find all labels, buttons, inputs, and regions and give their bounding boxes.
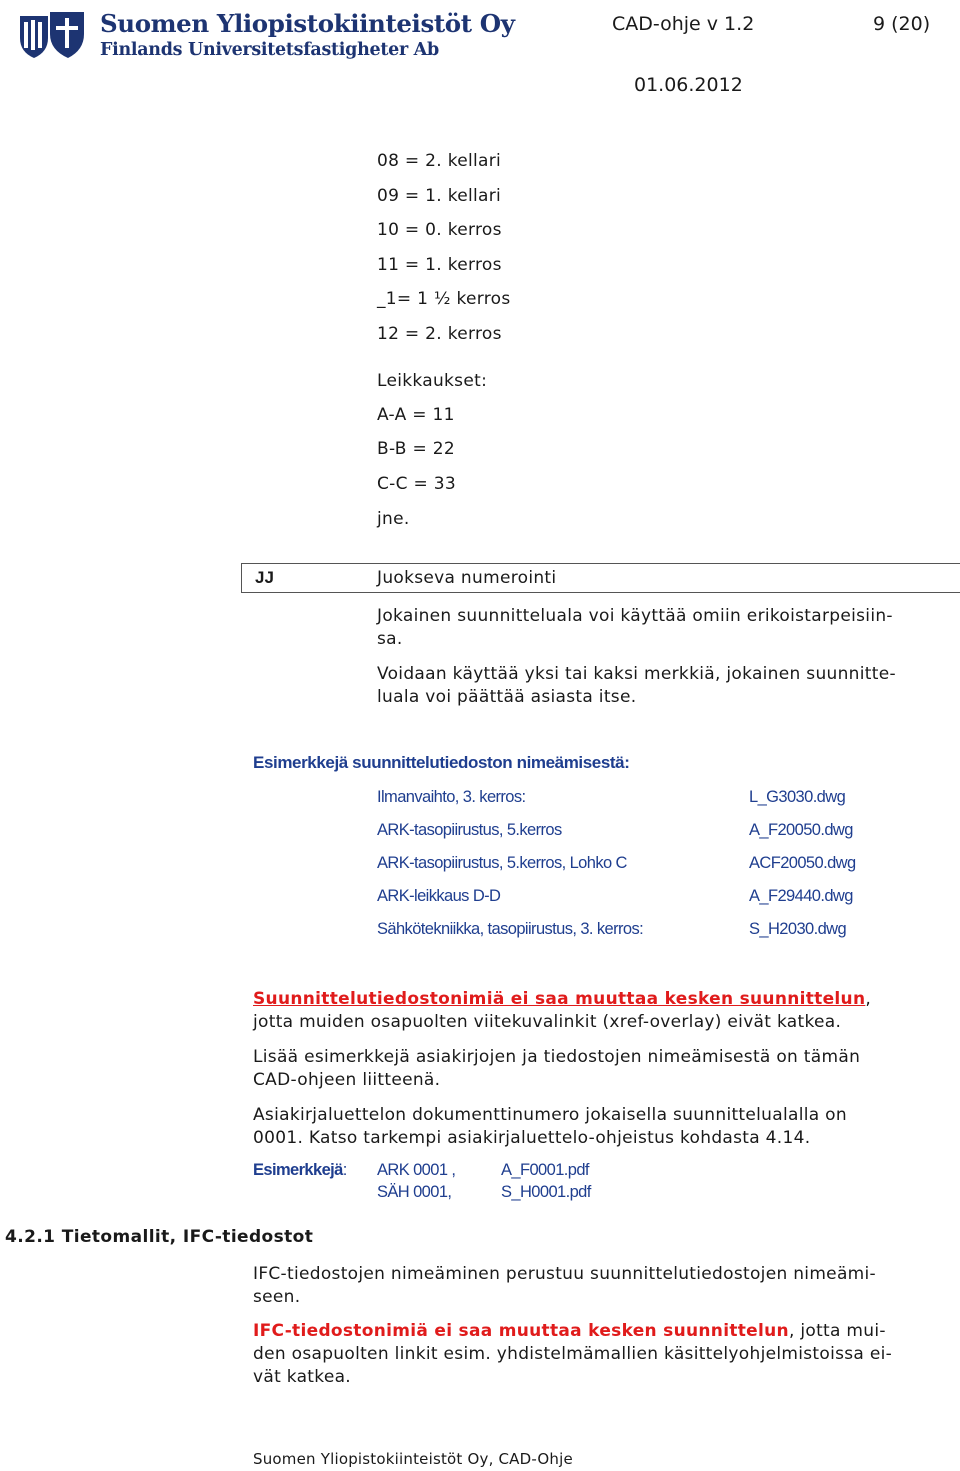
paragraph-line: seen.	[253, 1287, 301, 1307]
example-label: ARK-tasopiirustus, 5.kerros	[377, 821, 562, 839]
example-filename: A_F29440.dwg	[749, 887, 853, 905]
floor-code-line: 11 = 1. kerros	[377, 255, 502, 275]
doc-example-code: ARK 0001 ,	[377, 1161, 456, 1179]
doc-example-filename: S_H0001.pdf	[501, 1183, 591, 1201]
university-emblem-icon	[14, 8, 86, 60]
section-code-line: C-C = 33	[377, 474, 456, 494]
paragraph-line: 0001. Katso tarkempi asiakirjaluettelo-ohjeistus kohdasta 4.14.	[253, 1128, 811, 1148]
example-label: ARK-leikkaus D-D	[377, 887, 501, 905]
section-heading: 4.2.1 Tietomallit, IFC-tiedostot	[5, 1227, 314, 1247]
example-label: Sähkötekniikka, tasopiirustus, 3. kerros:	[377, 920, 644, 938]
ifc-warning-line: IFC-tiedostonimiä ei saa muuttaa kesken suunnittelun, jotta mui-	[253, 1321, 886, 1341]
doc-example-code: SÄH 0001,	[377, 1183, 452, 1201]
page-footer: Suomen Yliopistokiinteistöt Oy, CAD-Ohje	[253, 1450, 573, 1468]
ifc-warning-line: den osapuolten linkit esim. yhdistelmämallien käsittelyohjelmistoissa ei-	[253, 1344, 893, 1364]
page-number: 9 (20)	[873, 13, 931, 35]
example-filename: A_F20050.dwg	[749, 821, 853, 839]
example-filename: S_H2030.dwg	[749, 920, 847, 938]
examples-title: Esimerkkejä suunnittelutiedoston nimeämisestä:	[253, 753, 630, 772]
section-code-line: B-B = 22	[377, 439, 455, 459]
rename-warning-line: jotta muiden osapuolten viitekuvalinkit (xref-overlay) eivät katkea.	[253, 1012, 842, 1032]
section-code-line: jne.	[377, 509, 410, 529]
document-title: CAD-ohje v 1.2	[612, 13, 755, 35]
doc-examples-label: Esimerkkejä:	[253, 1161, 347, 1179]
rename-warning-bold: Suunnittelutiedostonimiä ei saa muuttaa kesken suunnittelun	[253, 989, 866, 1009]
sections-label: Leikkaukset:	[377, 371, 488, 391]
doc-example-filename: A_F0001.pdf	[501, 1161, 589, 1179]
paragraph-line: IFC-tiedostojen nimeäminen perustuu suunnittelutiedostojen nimeämi-	[253, 1264, 876, 1284]
jj-paragraph-line: Jokainen suunnitteluala voi käyttää omiin erikoistarpeisiin-	[377, 606, 893, 626]
example-label: Ilmanvaihto, 3. kerros:	[377, 788, 526, 806]
ifc-warning-bold: IFC-tiedostonimiä ei saa muuttaa kesken suunnittelun	[253, 1321, 789, 1341]
floor-code-line: 09 = 1. kellari	[377, 186, 502, 206]
document-date: 01.06.2012	[634, 74, 743, 96]
ifc-warning-line: vät katkea.	[253, 1367, 351, 1387]
paragraph-line: Lisää esimerkkejä asiakirjojen ja tiedostojen nimeämisestä on tämän	[253, 1047, 861, 1067]
paragraph-line: Asiakirjaluettelon dokumenttinumero jokaisella suunnittelualalla on	[253, 1105, 847, 1125]
section-code-line: A-A = 11	[377, 405, 455, 425]
jj-table-row	[241, 563, 960, 593]
floor-code-line: 08 = 2. kellari	[377, 151, 502, 171]
jj-title: Juokseva numerointi	[377, 568, 557, 588]
paragraph-line: CAD-ohjeen liitteenä.	[253, 1070, 441, 1090]
floor-code-line: 10 = 0. kerros	[377, 220, 502, 240]
jj-paragraph-line: luala voi päättää asiasta itse.	[377, 687, 637, 707]
logo-finnish-name: Suomen Yliopistokiinteistöt Oy	[100, 9, 515, 38]
floor-code-line: _1= 1 ½ kerros	[377, 289, 511, 309]
example-filename: ACF20050.dwg	[749, 854, 856, 872]
floor-code-line: 12 = 2. kerros	[377, 324, 502, 344]
example-label: ARK-tasopiirustus, 5.kerros, Lohko C	[377, 854, 627, 872]
rename-warning-line	[253, 988, 871, 1011]
logo-swedish-name: Finlands Universitetsfastigheter Ab	[100, 40, 439, 60]
jj-code: JJ	[255, 568, 274, 587]
example-filename: L_G3030.dwg	[749, 788, 846, 806]
jj-paragraph-line: Voidaan käyttää yksi tai kaksi merkkiä, jokainen suunnitte-	[377, 664, 896, 684]
rename-warning-rest: ,	[865, 989, 872, 1009]
jj-paragraph-line: sa.	[377, 629, 403, 649]
